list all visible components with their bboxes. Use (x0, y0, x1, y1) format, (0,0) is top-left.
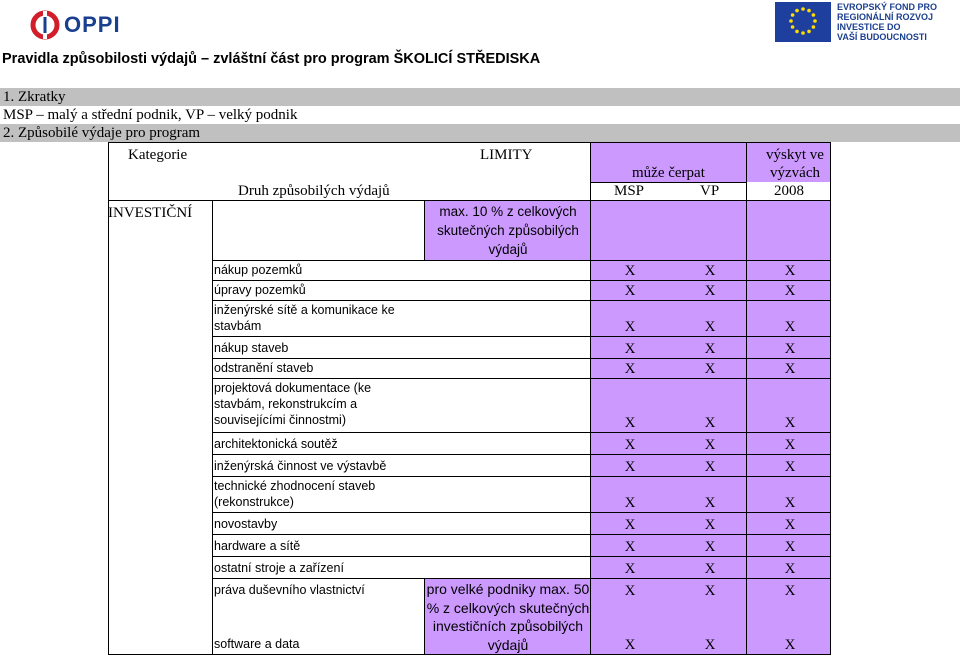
header-year: 2008 (774, 183, 804, 199)
row-mark-y2008: X (784, 539, 796, 555)
section-1-heading: 1. Zkratky (0, 88, 960, 106)
row-mark-msp: X (624, 539, 636, 555)
row-mark-msp: X (624, 415, 636, 431)
row-mark-y2008: X (784, 415, 796, 431)
header-msp: MSP (614, 183, 645, 199)
header-vyskyt: výskyt ve výzvách (766, 147, 824, 181)
row-mark-y2008: X (784, 517, 796, 533)
row-label: odstranění staveb (214, 361, 314, 375)
row-mark-y2008: X (784, 459, 796, 475)
row-mark-vp: X (704, 495, 716, 511)
row-label: nákup pozemků (214, 263, 303, 277)
row-mark-msp: X (624, 361, 636, 377)
row-mark-vp: X (704, 583, 716, 599)
oppi-logo-text: OPPI (64, 12, 121, 37)
row-label: novostavby (214, 517, 278, 531)
row-label: nákup staveb (214, 341, 289, 355)
header-limity: LIMITY (480, 147, 533, 163)
row-label: hardware a sítě (214, 539, 301, 553)
row-mark-vp: X (704, 319, 716, 335)
row-mark-vp: X (704, 341, 716, 357)
eu-line-3: INVESTICE DO (837, 22, 901, 32)
limit-main-note: max. 10 % z celkových skutečných způsobilých výdajů (437, 204, 579, 257)
eu-flag-icon (775, 2, 831, 42)
row-mark-msp: X (624, 341, 636, 357)
row-label: úpravy pozemků (214, 283, 306, 297)
row-label: ostatní stroje a zařízení (214, 561, 344, 575)
row-mark-vp: X (704, 517, 716, 533)
category-investicni: INVESTIČNÍ (108, 205, 193, 221)
header-muze-cerpat: může čerpat (632, 165, 705, 181)
row-mark-vp: X (704, 437, 716, 453)
eu-line-2: REGIONÁLNÍ ROZVOJ (837, 12, 934, 22)
row-mark-y2008: X (784, 495, 796, 511)
row-label: architektonická soutěž (214, 437, 338, 451)
row-mark-msp: X (624, 637, 636, 653)
row-mark-vp: X (704, 539, 716, 555)
row-mark-y2008: X (784, 341, 796, 357)
row-mark-vp: X (704, 283, 716, 299)
row-label: inženýrské sítě a komunikace ke stavbám (214, 303, 395, 333)
row-mark-vp: X (704, 459, 716, 475)
eu-line-1: EVROPSKÝ FOND PRO (837, 2, 938, 12)
row-mark-msp: X (624, 437, 636, 453)
row-mark-vp: X (704, 263, 716, 279)
eu-fund-text (837, 2, 937, 42)
row-mark-y2008: X (784, 637, 796, 653)
row-label: projektová dokumentace (ke stavbám, rekonstrukcím a souvisejícími činnostmi) (214, 381, 372, 427)
oppi-logo-icon (30, 10, 60, 40)
row-mark-y2008: X (784, 283, 796, 299)
row-mark-msp: X (624, 459, 636, 475)
row-mark-y2008: X (784, 361, 796, 377)
row-mark-msp: X (624, 517, 636, 533)
row-mark-y2008: X (784, 583, 796, 599)
row-mark-vp: X (704, 415, 716, 431)
row-mark-msp: X (624, 583, 636, 599)
row-mark-y2008: X (784, 437, 796, 453)
row-mark-msp: X (624, 561, 636, 577)
row-mark-y2008: X (784, 263, 796, 279)
header-druh: Druh způsobilých výdajů (238, 183, 390, 199)
row-mark-vp: X (704, 361, 716, 377)
limit-software-note: pro velké podniky max. 50 % z celkových skutečných investičních způsobilých výdajů (426, 581, 590, 653)
row-mark-y2008: X (784, 561, 796, 577)
document-title: Pravidla způsobilosti výdajů – zvláštní část pro program ŠKOLICÍ STŘEDISKA (2, 51, 541, 67)
eu-line-4: VAŠÍ BUDOUCNOSTI (837, 32, 927, 42)
row-mark-msp: X (624, 263, 636, 279)
oppi-logo (30, 10, 121, 40)
section-2-heading: 2. Způsobilé výdaje pro program (0, 124, 960, 142)
row-label: práva duševního vlastnictví (214, 583, 365, 597)
row-label: technické zhodnocení staveb (rekonstrukce) (214, 479, 376, 509)
row-mark-msp: X (624, 495, 636, 511)
eu-fund-logo (775, 2, 937, 42)
row-mark-y2008: X (784, 319, 796, 335)
row-mark-vp: X (704, 561, 716, 577)
row-label: software a data (214, 637, 300, 651)
header-kategorie: Kategorie (128, 147, 188, 163)
row-label: inženýrská činnost ve výstavbě (214, 459, 387, 473)
row-mark-msp: X (624, 319, 636, 335)
header-vp: VP (700, 183, 720, 199)
row-mark-msp: X (624, 283, 636, 299)
abbreviations-line: MSP – malý a střední podnik, VP – velký podnik (3, 107, 298, 123)
row-mark-vp: X (704, 637, 716, 653)
